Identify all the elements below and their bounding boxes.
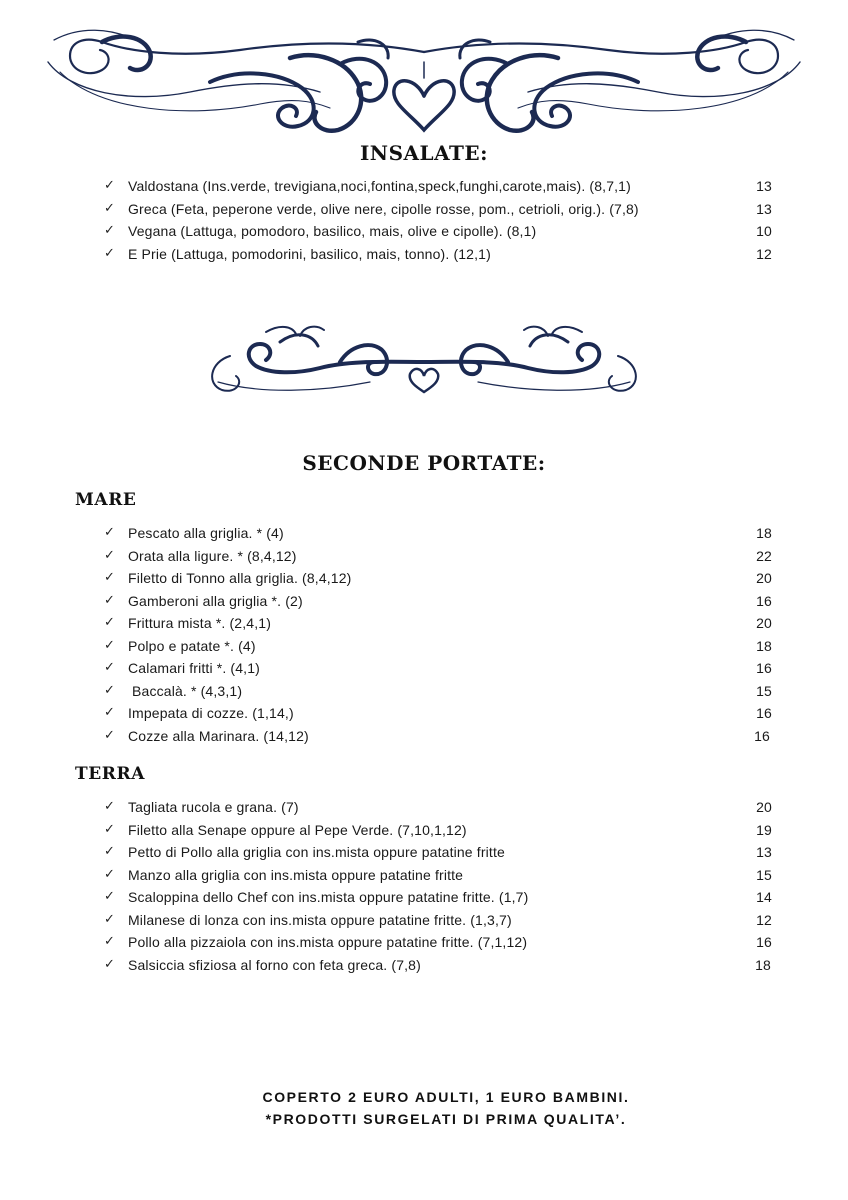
list-item	[0, 175, 848, 198]
menu-list-terra	[0, 796, 848, 976]
list-item	[0, 635, 848, 658]
checkmark-icon: ✓	[104, 821, 116, 837]
checkmark-icon: ✓	[104, 934, 116, 949]
list-item	[0, 198, 848, 221]
checkmark-icon: ✓	[104, 245, 116, 261]
checkmark-icon: ✓	[104, 866, 116, 882]
list-item	[0, 680, 848, 703]
list-item	[0, 243, 848, 266]
checkmark-icon: ✓	[104, 889, 116, 904]
checkmark-icon: ✓	[104, 844, 116, 859]
item-price: 20	[756, 615, 772, 631]
list-item	[0, 931, 848, 954]
footer-cover-charge: COPERTO 2 EURO ADULTI, 1 EURO BAMBINI.	[262, 1089, 630, 1105]
list-item	[0, 725, 848, 748]
checkmark-icon: ✓	[104, 637, 116, 653]
item-name: Manzo alla griglia con ins.mista oppure patatine fritte	[128, 866, 464, 883]
list-item	[0, 819, 848, 842]
item-price: 19	[756, 821, 772, 838]
item-price: 16	[756, 592, 772, 609]
item-name: Gamberoni alla griglia *. (2)	[128, 592, 303, 609]
list-item	[0, 612, 848, 635]
checkmark-icon: ✓	[104, 799, 116, 814]
checkmark-icon: ✓	[104, 570, 116, 585]
list-item	[0, 657, 848, 680]
checkmark-icon: ✓	[104, 200, 116, 216]
item-price: 12	[756, 911, 772, 928]
list-item	[0, 545, 848, 568]
subsection-title-mare: MARE	[75, 490, 137, 510]
list-item	[0, 796, 848, 819]
item-name: Calamari fritti *. (4,1)	[128, 660, 260, 676]
checkmark-icon: ✓	[104, 660, 116, 675]
item-name: Petto di Pollo alla griglia con ins.mista oppure patatine fritte	[128, 844, 505, 860]
list-item	[0, 841, 848, 864]
item-price: 13	[756, 178, 772, 194]
checkmark-icon: ✓	[104, 682, 116, 698]
item-price: 16	[756, 934, 772, 950]
checkmark-icon: ✓	[104, 178, 116, 193]
checkmark-icon: ✓	[104, 727, 116, 743]
item-name: Vegana (Lattuga, pomodoro, basilico, mais, olive e cipolle). (8,1)	[128, 223, 537, 239]
item-name: Filetto alla Senape oppure al Pepe Verde. (7,10,1,12)	[128, 821, 467, 838]
item-price: 15	[756, 866, 772, 883]
list-item	[0, 886, 848, 909]
list-item	[0, 220, 848, 243]
item-price: 13	[756, 844, 772, 860]
item-price: 16	[756, 660, 772, 676]
section-title-insalate: INSALATE:	[359, 141, 489, 165]
item-price: 10	[756, 223, 772, 239]
item-name: Salsiccia sfiziosa al forno con feta greca. (7,8)	[128, 956, 421, 973]
item-price: 15	[756, 682, 772, 699]
item-name: Pescato alla griglia. * (4)	[128, 525, 284, 541]
item-price: 16	[754, 727, 770, 744]
checkmark-icon: ✓	[104, 547, 116, 563]
subsection-title-terra: TERRA	[75, 764, 146, 784]
menu-list-mare	[0, 522, 848, 747]
item-name: Baccalà. * (4,3,1)	[128, 682, 243, 699]
list-item	[0, 702, 848, 725]
flourish-ornament-icon	[200, 322, 648, 396]
checkmark-icon: ✓	[104, 525, 116, 540]
item-name: Impepata di cozze. (1,14,)	[128, 705, 294, 721]
item-name: Greca (Feta, peperone verde, olive nere, cipolle rosse, pom., cetrioli, orig.). (7,8)	[128, 200, 639, 217]
list-item	[0, 567, 848, 590]
item-name: Milanese di lonza con ins.mista oppure patatine fritte. (1,3,7)	[128, 911, 512, 928]
flourish-ornament-icon	[40, 22, 808, 140]
checkmark-icon: ✓	[104, 223, 116, 238]
item-price: 18	[756, 637, 772, 654]
item-price: 13	[756, 200, 772, 217]
item-price: 20	[756, 570, 772, 586]
item-price: 18	[755, 956, 771, 973]
item-name: Valdostana (Ins.verde, trevigiana,noci,fontina,speck,funghi,carote,mais). (8,7,1)	[128, 178, 631, 194]
menu-list-insalate	[0, 175, 848, 265]
list-item	[0, 590, 848, 613]
list-item	[0, 864, 848, 887]
checkmark-icon: ✓	[104, 592, 116, 608]
item-price: 18	[756, 525, 772, 541]
checkmark-icon: ✓	[104, 705, 116, 720]
item-name: Pollo alla pizzaiola con ins.mista oppure patatine fritte. (7,1,12)	[128, 934, 528, 950]
checkmark-icon: ✓	[104, 615, 116, 630]
item-price: 12	[756, 245, 772, 262]
item-name: Filetto di Tonno alla griglia. (8,4,12)	[128, 570, 352, 586]
item-name: Scaloppina dello Chef con ins.mista oppure patatine fritte. (1,7)	[128, 889, 529, 905]
checkmark-icon: ✓	[104, 956, 116, 972]
list-item	[0, 909, 848, 932]
item-name: Frittura mista *. (2,4,1)	[128, 615, 272, 631]
item-name: Tagliata rucola e grana. (7)	[128, 799, 299, 815]
list-item	[0, 522, 848, 545]
item-name: Cozze alla Marinara. (14,12)	[128, 727, 309, 744]
item-price: 22	[756, 547, 772, 564]
item-name: Polpo e patate *. (4)	[128, 637, 256, 654]
item-price: 16	[756, 705, 772, 721]
item-price: 20	[756, 799, 772, 815]
section-title-seconde-portate: SECONDE PORTATE:	[302, 451, 546, 475]
item-price: 14	[756, 889, 772, 905]
item-name: Orata alla ligure. * (8,4,12)	[128, 547, 297, 564]
checkmark-icon: ✓	[104, 911, 116, 927]
list-item	[0, 954, 848, 977]
item-name: E Prie (Lattuga, pomodorini, basilico, mais, tonno). (12,1)	[128, 245, 491, 262]
footer-frozen-note: *PRODOTTI SURGELATI DI PRIMA QUALITA’.	[265, 1111, 627, 1127]
